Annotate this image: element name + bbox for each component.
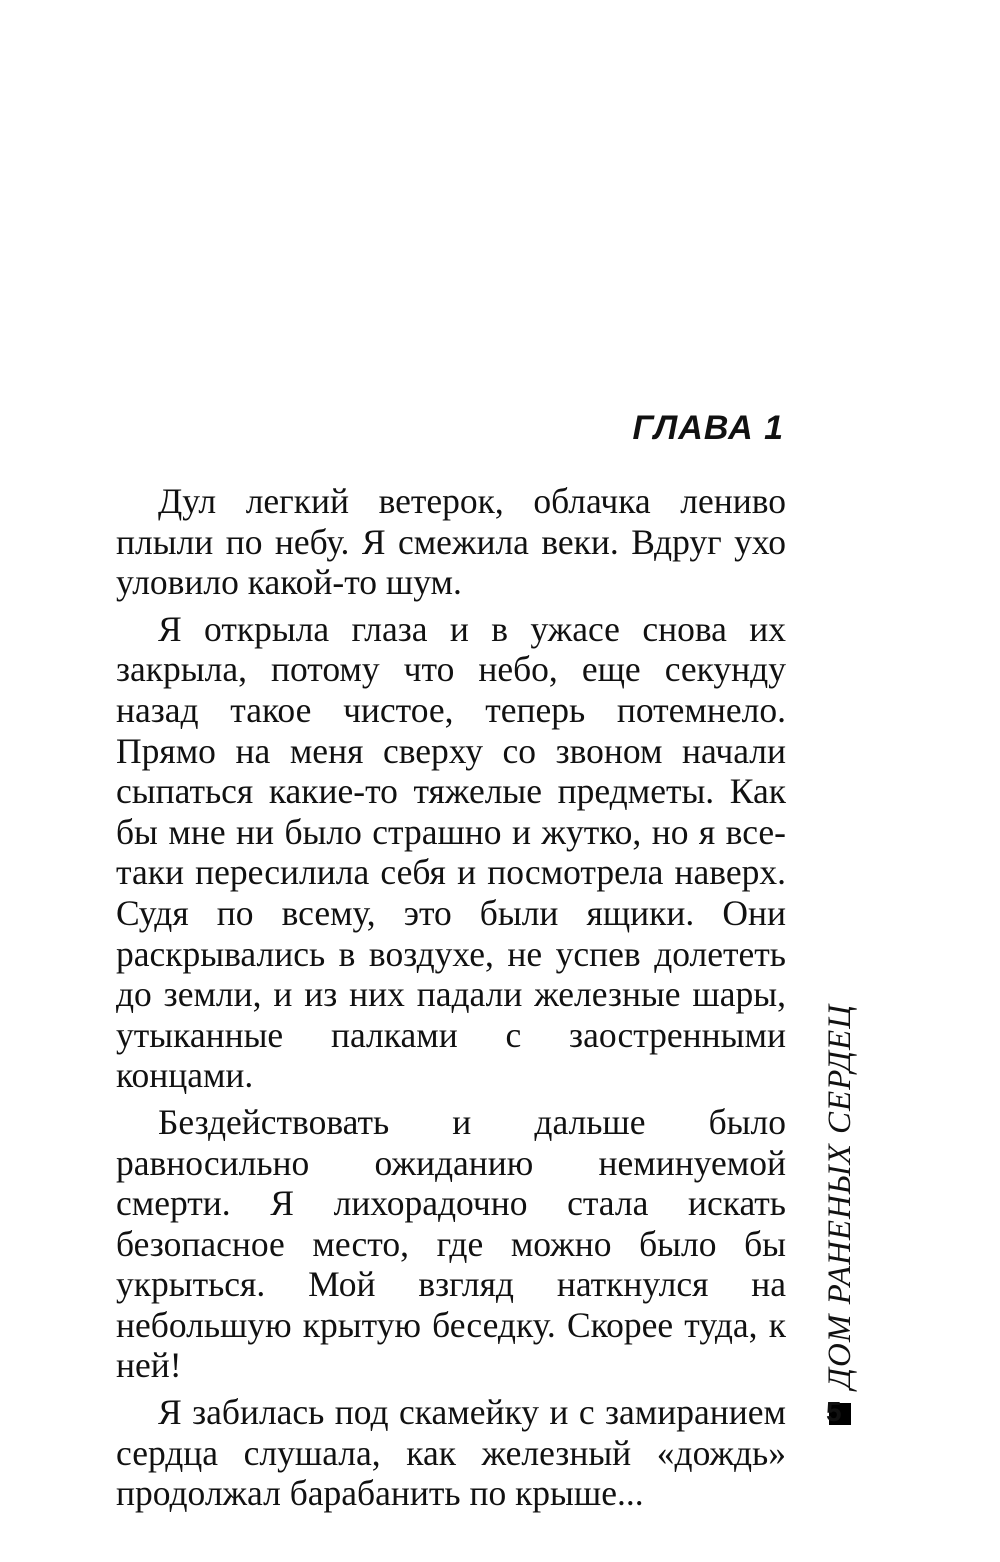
running-head: [818, 1005, 862, 1425]
book-title: ДОМ РАНЕНЫХ СЕРДЕЦ: [821, 1003, 858, 1389]
paragraph: Я забилась под скамейку и с замиранием сердца слушала, как железный «дождь» продолжал барабанить по крыше...: [116, 1392, 786, 1514]
paragraph: Дул легкий ветерок, облачка лениво плыли по небу. Я смежила веки. Вдруг ухо уловило какой-то шум.: [116, 481, 786, 603]
chapter-title: ГЛАВА 1: [632, 409, 784, 447]
paragraph: Я открыла глаза и в ужасе снова их закрыла, потому что небо, еще секунду назад такое чистое, теперь потемнело. Прямо на меня сверху со звоном начали сыпаться какие-то тяжелые предметы. Как бы мне ни было страшно и жутко, но я все-таки пересилила себя и посмотрела наверх. Судя по всему, это были ящики. Они раскрывались в воздухе, не успев долететь до земли, и из них падали железные шары, утыканные палками с заостренными концами.: [116, 608, 786, 1096]
paragraph: Бездействовать и дальше было равносильно ожиданию неминуемой смерти. Я лихорадочно стала искать безопасное место, где можно было бы укрыться. Мой взгляд наткнулся на небольшую крытую беседку. Скорее туда, к ней!: [116, 1101, 786, 1386]
body-text: [116, 481, 786, 1514]
page-number: 5: [826, 1396, 842, 1427]
